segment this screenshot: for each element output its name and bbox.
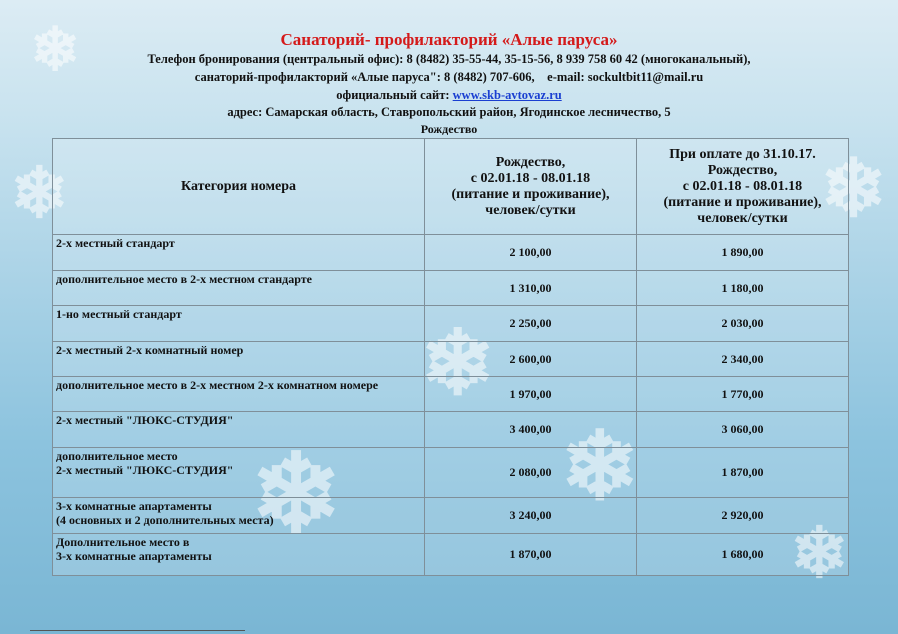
snowflake-icon: ❄: [790, 516, 849, 593]
site-link[interactable]: www.skb-avtovaz.ru: [452, 88, 562, 102]
early-price-cell: 1 770,00: [637, 377, 849, 412]
price-cell: 1 970,00: [425, 377, 637, 412]
price-cell: 2 100,00: [425, 235, 637, 271]
early-price-cell: 2 030,00: [637, 306, 849, 342]
early-price-cell: 1 870,00: [637, 448, 849, 498]
header-price: Рождество, с 02.01.18 - 08.01.18 (питание и проживание), человек/сутки: [425, 139, 637, 235]
table-row: [53, 306, 849, 342]
price-cell: 2 080,00: [425, 448, 637, 498]
snowflake-icon: ❄: [420, 315, 496, 414]
snowflake-icon: ❄: [820, 146, 888, 234]
site-line: [0, 88, 898, 103]
early-price-cell: 2 340,00: [637, 342, 849, 377]
contact-line: санаторий-профилакторий «Алые паруса": 8 (8482) 707-606, e-mail: sockultbit11@mail.ru: [194, 70, 704, 84]
room-category: 2-х местный стандарт: [53, 235, 425, 271]
snowflake-icon: ❄: [10, 156, 69, 233]
room-category: дополнительное место в 2-х местном стандарте: [53, 271, 425, 306]
price-cell: 1 870,00: [425, 534, 637, 576]
table-header-row: [53, 139, 849, 235]
room-category: 2-х местный 2-х комнатный номер: [53, 342, 425, 377]
season-label: Рождество: [420, 122, 478, 136]
snowflake-icon: ❄: [560, 414, 640, 520]
room-category: 1-но местный стандарт: [53, 306, 425, 342]
room-category: 3-х комнатные апартаменты (4 основных и 2 дополнительных места): [53, 498, 425, 534]
header-category: Категория номера: [53, 139, 425, 235]
room-category: Дополнительное место в 3-х комнатные апартаменты: [53, 534, 425, 576]
table-row: [53, 377, 849, 412]
snowflake-icon: ❄: [250, 434, 343, 556]
early-price-cell: 1 680,00: [637, 534, 849, 576]
table-row: [53, 235, 849, 271]
table-row: [53, 412, 849, 448]
early-price-cell: 1 890,00: [637, 235, 849, 271]
footer-divider: [30, 630, 245, 631]
price-cell: 3 240,00: [425, 498, 637, 534]
table-row: [53, 534, 849, 576]
price-cell: 1 310,00: [425, 271, 637, 306]
table-body: [53, 235, 849, 576]
early-price-cell: 1 180,00: [637, 271, 849, 306]
site-label: официальный сайт:: [336, 88, 450, 102]
room-category: дополнительное место в 2-х местном 2-х комнатном номере: [53, 377, 425, 412]
phone-line: Телефон бронирования (центральный офис): 8 (8482) 35-55-44, 35-15-56, 8 939 758 60 42 (многоканальный),: [147, 52, 751, 66]
header-early-price: При оплате до 31.10.17. Рождество, с 02.01.18 - 08.01.18 (питание и проживание), человек/сутки: [637, 139, 849, 235]
price-cell: 3 400,00: [425, 412, 637, 448]
address-line: адрес: Самарская область, Ставропольский район, Ягодинское лесничество, 5: [227, 105, 671, 119]
table-row: [53, 498, 849, 534]
room-category: 2-х местный "ЛЮКС-СТУДИЯ": [53, 412, 425, 448]
price-table: [52, 138, 849, 576]
room-category: дополнительное место 2-х местный "ЛЮКС-СТУДИЯ": [53, 448, 425, 498]
page-title: Санаторий- профилакторий «Алые паруса»: [280, 30, 618, 49]
early-price-cell: 3 060,00: [637, 412, 849, 448]
table-row: [53, 342, 849, 377]
price-cell: 2 600,00: [425, 342, 637, 377]
table-row: [53, 271, 849, 306]
snowflake-icon: ❄: [30, 17, 81, 83]
price-cell: 2 250,00: [425, 306, 637, 342]
early-price-cell: 2 920,00: [637, 498, 849, 534]
table-row: [53, 448, 849, 498]
